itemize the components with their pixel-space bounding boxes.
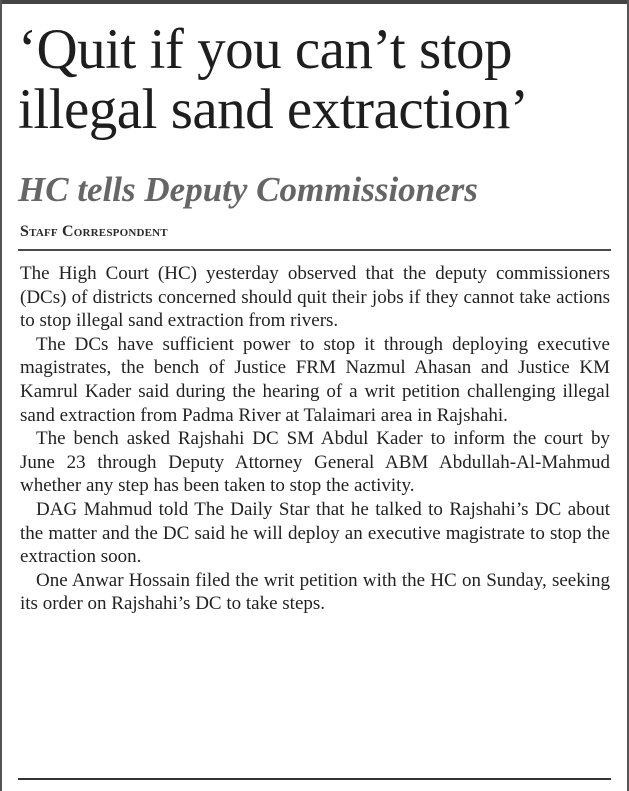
byline-divider (18, 249, 611, 251)
bottom-divider (18, 778, 611, 780)
headline (18, 20, 618, 140)
byline: Staff Correspondent (20, 223, 168, 240)
paragraph-5: One Anwar Hossain filed the writ petition with the HC on Sunday, seeking its order on Rajshahi’s DC to take steps. (20, 569, 610, 615)
headline-line-1: ‘Quit if you can’t stop (18, 18, 513, 81)
paragraph-2: The DCs have sufficient power to stop it through deploying executive magistrates, the bench of Justice FRM Nazmul Ahasan and Justice KM Kamrul Kader said during the hearing of a writ petition challenging illegal sand extraction from Padma River at Talaimari area in Rajshahi. (20, 333, 610, 426)
subheadline: HC tells Deputy Commissioners (18, 170, 478, 209)
headline-line-2: illegal sand extraction’ (18, 78, 529, 141)
paragraph-3: The bench asked Rajshahi DC SM Abdul Kader to inform the court by June 23 through Deputy Attorney General ABM Abdullah-Al-Mahmud whether any step has been taken to stop the activity. (20, 428, 610, 497)
top-border-rule (0, 0, 629, 4)
paragraph-4: DAG Mahmud told The Daily Star that he talked to Rajshahi’s DC about the matter and the DC said he will deploy an executive magistrate to stop the extraction soon. (20, 498, 610, 568)
paragraph-1: The High Court (HC) yesterday observed that the deputy commissioners (DCs) of districts concerned should quit their jobs if they cannot take actions to stop illegal sand extraction from rivers. (20, 263, 610, 332)
article-body (20, 262, 610, 616)
left-border-rule (0, 0, 2, 791)
